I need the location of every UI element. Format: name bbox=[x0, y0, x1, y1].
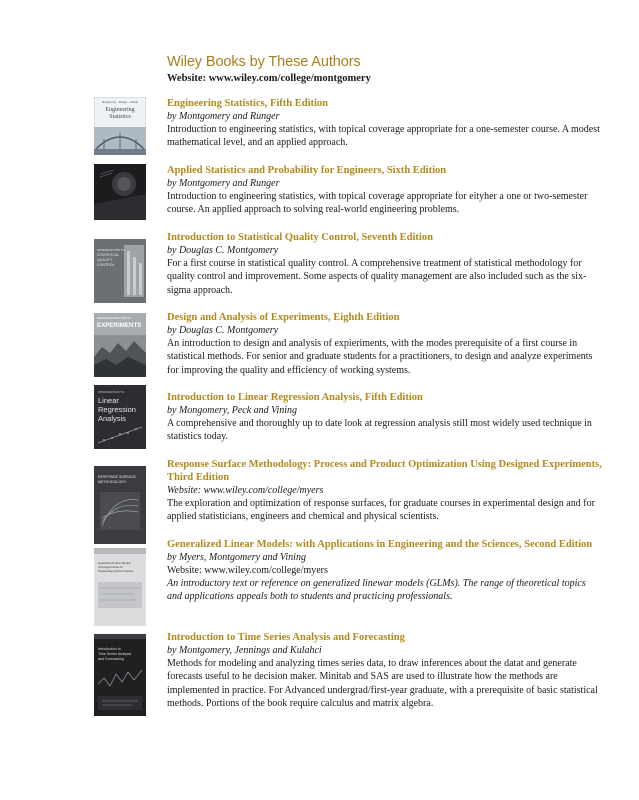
book-website: Website: www.wiley.com/college/myers bbox=[167, 565, 328, 576]
book-cover-design-experiments bbox=[94, 313, 146, 377]
book-cover-time-series bbox=[94, 634, 146, 716]
book-cover-linear-regression bbox=[94, 385, 146, 449]
cover-title-line: with Applications in bbox=[98, 565, 123, 569]
book-description: For a first course in statistical quality control. A comprehensive treatment of statistical methodology for quality control and improvement. Some aspects of quality management are also included such as the six-sigma approach. bbox=[167, 258, 587, 296]
book-cover-generalized-linear-models bbox=[94, 548, 146, 626]
book-title: Introduction to Time Series Analysis and Forecasting bbox=[167, 632, 405, 643]
cover-title-line: Regression bbox=[98, 405, 136, 414]
book-description: A comprehensive and thoroughly up to date look at regression analysis still most widely used technique in statistics today. bbox=[167, 418, 592, 443]
book-description: Introduction to engineering statistics, with topical coverage appropriate for eityher a one or two-semester course. An applied approach to solving real-world engineering problems. bbox=[167, 191, 588, 216]
page-heading: Wiley Books by These Authors bbox=[167, 54, 361, 70]
cover-title-line: Engineering bbox=[105, 107, 135, 113]
book-description: Introduction to engineering statistics, with topical coverage appropriate for a one-semester course. A modest mathematical level, and an applied approach. bbox=[167, 124, 600, 149]
cover-title-line: Time Series Analysis bbox=[98, 652, 132, 656]
cover-title-line: METHODOLOGY bbox=[98, 480, 127, 484]
book-cover-response-surface bbox=[94, 466, 146, 544]
book-title: Response Surface Methodology: Process and Product Optimization Using Designed Experiments, Third Edition bbox=[167, 459, 602, 483]
cover-title-line: STATISTICAL bbox=[97, 253, 120, 257]
cover-top-text: DESIGN AND ANALYSIS OF bbox=[97, 317, 131, 320]
cover-title-line: Introduction to bbox=[98, 647, 121, 651]
cover-title-line: Generalized Linear Models bbox=[98, 561, 131, 565]
book-authors: by Douglas C. Montgomery bbox=[167, 245, 279, 256]
book-authors: by Montgomery and Runger bbox=[167, 111, 280, 122]
cover-title-line: and Forecasting bbox=[98, 657, 124, 661]
book-cover-applied-statistics bbox=[94, 164, 146, 220]
book-authors: by Myers, Montgomery and Vining bbox=[167, 552, 306, 563]
book-title: Generalized Linear Models: with Applications in Engineering and the Sciences, Second Edition bbox=[167, 539, 593, 550]
book-title: Applied Statistics and Probability for Engineers, Sixth Edition bbox=[167, 165, 447, 176]
book-description: An introductory text or reference on generalized linewar models (GLMs). The range of theoretical topics and applications appeals both to students and practicing professionals. bbox=[167, 578, 586, 603]
cover-title-line: CONTROL bbox=[97, 263, 115, 267]
cover-title-line: INTRODUCTION TO bbox=[97, 248, 125, 252]
book-authors: by Douglas C. Montgomery bbox=[167, 325, 279, 336]
book-cover-engineering-statistics bbox=[94, 97, 146, 155]
book-description: An introduction to design and analysis of expieriments, with the modes prerequisite of a first course in statistical methods. For senior and graduate students for a practitioners, to design and analyze experiments for improving the quality and efficiency of working systems. bbox=[167, 338, 593, 376]
cover-top-text: INTRODUCTION TO bbox=[98, 390, 125, 394]
cover-title-line: Statistics bbox=[109, 114, 131, 120]
book-title: Engineering Statistics, Fifth Edition bbox=[167, 98, 329, 109]
cover-title-line: Engineering and the Sciences bbox=[98, 569, 134, 573]
book-cover-quality-control bbox=[94, 239, 146, 303]
book-description: Methods for modeling and analyzing times series data, to draw inferences about the datat and generate forecasts useful to he decision maker. Minitab and SAS are used to illustrate how the methods are implemented in practice. For Advanced undergrad/first-year graduate, with a prerequisite of basic statistical methods. Portions of the book require calculus and matrix algebra. bbox=[167, 658, 598, 709]
page-header bbox=[167, 54, 607, 85]
book-title: Design and Analysis of Experiments, Eighth Edition bbox=[167, 312, 400, 323]
cover-author-line: Montgomery · Runger · Hubele bbox=[102, 101, 138, 104]
book-authors: by Montgomery and Runger bbox=[167, 178, 280, 189]
cover-title-line: QUALITY bbox=[97, 258, 113, 262]
cover-title-line: Linear bbox=[98, 396, 119, 405]
cover-title-line: EXPERIMENTS bbox=[97, 322, 142, 329]
cover-title-line: RESPONSE SURFACE bbox=[98, 475, 136, 479]
website-line: Website: www.wiley.com/college/montgomery bbox=[167, 73, 371, 84]
book-description: The exploration and optimization of response surfaces, for graduate courses in experimental design and for applied statisticians, engineers and chemical and physical scientists. bbox=[167, 498, 595, 523]
book-title: Introduction to Statistical Quality Control, Seventh Edition bbox=[167, 232, 433, 243]
book-authors: by Mongomery, Peck and Vining bbox=[167, 405, 298, 416]
book-title: Introduction to Linear Regression Analysis, Fifth Edition bbox=[167, 392, 423, 403]
book-authors: by Montgomery, Jennings and Kulahci bbox=[167, 645, 322, 656]
book-website: Website: www.wiley.com/college/myers bbox=[167, 485, 324, 496]
cover-title-line: Analysis bbox=[98, 414, 126, 423]
